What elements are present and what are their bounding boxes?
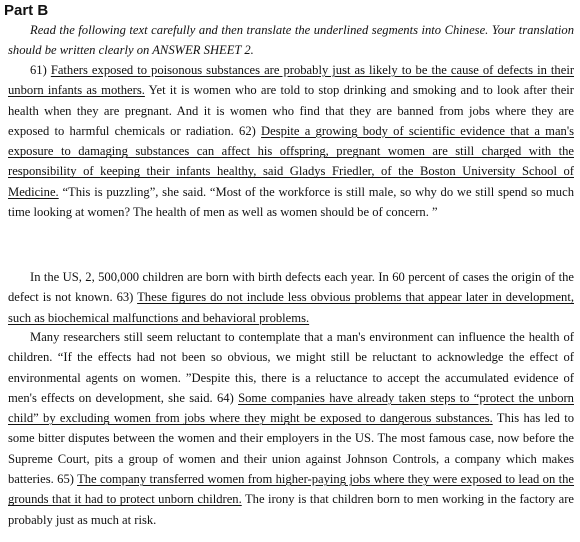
- text-segment: 61): [30, 63, 51, 77]
- paragraph-2: [8, 267, 574, 328]
- text-segment: Yet it is women who are told to stop drinking and smoking and to look after their health when they are pregnant. And it is women who find that they are banned from jobs where they are exposed to harmful chemicals or radiation. 62): [8, 83, 574, 138]
- underlined-segment: Despite a growing body of scientific evidence that a man's exposure to damaging substances can affect his offspring, pregnant women are still charged with the responsibility of keeping their infants healthy, said Gladys Friedler, of the Boston University School of Medicine.: [8, 123, 575, 199]
- text-segment: In the US, 2, 500,000 children are born with birth defects each year. In 60 percent of cases the origin of the defect is not known. 63): [8, 270, 574, 305]
- text-segment: This has led to some bitter disputes between the women and their employers in the US. The most famous case, now before the Supreme Court, pits a group of women and their union against Johnson Controls, a company which makes batteries. 65): [8, 411, 574, 487]
- instructions: Read the following text carefully and then translate the underlined segments into Chinese. Your translation should be written clearly on ANSWER SHEET 2.: [8, 23, 574, 57]
- paragraph-3: [8, 327, 574, 530]
- underlined-segment: Fathers exposed to poisonous substances are probably just as likely to be the cause of defects in their unborn infants as mothers.: [8, 63, 575, 98]
- text-segment: “This is puzzling”, she said. “Most of the workforce is still male, so why do we still spend so much time looking at women? The health of men as well as women should be of concern. ”: [8, 184, 574, 220]
- section-title: Part B: [4, 2, 49, 19]
- paragraph-1: [8, 60, 574, 222]
- underlined-segment: The company transferred women from higher-paying jobs where they were exposed to lead on the grounds that it had to protect unborn children.: [8, 472, 575, 507]
- text-segment: Many researchers still seem reluctant to contemplate that a man's environment can influence the health of children. “If the effects had not been so obvious, we might still be reluctant to acknowledge the effect of environmental agents on women. ”Despite this, there is a reluctance to accept the accumulated evidence of men's effects on development, she said. 64): [8, 330, 574, 405]
- text-segment: The irony is that children born to men working in the factory are probably just as much at risk.: [8, 492, 574, 527]
- underlined-segment: Some companies have already taken steps to “protect the unborn child” by excluding women from jobs where they might be exposed to dangerous substances.: [8, 390, 574, 426]
- underlined-segment: These figures do not include less obvious problems that appear later in development, such as biochemical malfunctions and behavioral problems.: [8, 290, 575, 325]
